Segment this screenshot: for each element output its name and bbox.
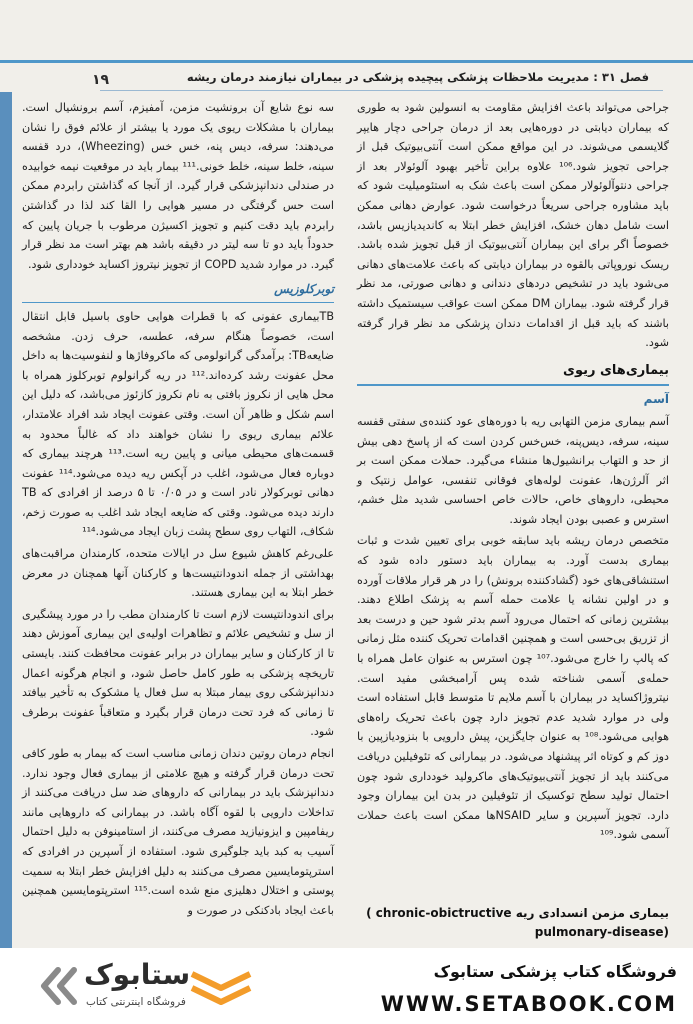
- tb-title: توبرکلوزیس: [274, 282, 334, 297]
- asthma-paragraph-2: متخصص درمان ریشه باید سابقه خوبی برای تعیین شدت و ثبات بیماری بدست آورد. به بیماران باید دستور داده شود که استنشاقی‌های خود (گشادکننده برونش) را در هر قرار ملاقات آورده و در اولین نشانه یا علامت حمله آسم به پزشک اطلاع دهند. بیشترین زمانی که احتمال می‌رود آسم بدتر شود حین و درست بعد از تزریق بی‌حسی است و همچنین اقدامات تحریک کننده مثل زمانی که پالپ را خارج می‌شود.¹⁰⁷ چون استرس به عنوان عامل همراه با حمله‌ی آسمی شناخته شده پس آرامبخشی مفید است. نیتروژاکساید در بیماران با آسم ملایم تا متوسط قابل استفاده است ولی در موارد شدید عدم تجویز دارد چون باعث تحریک راه‌های هوایی می‌شود.¹⁰⁸ به عنوان جایگزین، پیش دارویی با بنزودیازپین با دوز کم و کوتاه اثر پیشنهاد می‌شود. در بیمارانی که تئوفیلین دریافت می‌کنند باید از تجویز آنتی‌بیوتیک‌های ماکرولید خودداری شود چون احتمال تولید سطح توکسیک از تئوفیلین در بدن این بیماران وجود دارد. تجویز آسپرین و سایر NSAIDها ممکن است باعث حملات آسمی شود.¹⁰⁹: [357, 534, 669, 842]
- section-title-pulmonary: بیماری‌های ریوی: [563, 362, 669, 378]
- diabetes-paragraph: جراحی می‌تواند باعث افزایش مقاومت به انسولین شود به طوری که بیماران دیابتی در دوره‌هایی بعد از درمان جراحی دچار هایپر گلایسمی می‌شوند. در این مواقع ممکن است آنتی‌بیوتیک قبل از جراحی تجویز شود.¹⁰⁶ علاوه براین تأخیر بهبود آلوئولار بعد از جراحی دنتوآلوئولار ممکن است باعث شک به استئومیلیت شود که باید مشاوره جراحی سریعاً درخواست شود. عوارض دهانی ممکن است شامل دهان خشک، افزایش خطر ابتلا به کاندیدیازیس باشد، خصوصاً اگر برای این بیماران آنتی‌بیوتیک از قبل تجویز شده باشد. ریسک نوروپاتی بالقوه در بیماران دیابتی که باعث علامت‌های دهانی می‌شود باید در تشخیص دردهای دندانی و دهانی صورتی، مد نظر قرار گرفته شود. بیماران DM ممکن است عواقب سیستمیک داشته باشند که باید قبل از اقدامات دندان پزشکی مد نظر قرار گرفته شود.: [357, 101, 669, 350]
- copd-heading: [357, 904, 669, 942]
- right-column: [357, 98, 669, 847]
- store-logo[interactable]: [26, 958, 266, 1016]
- chevron-logo-icon: [36, 964, 80, 1008]
- tb-rule: [22, 302, 334, 303]
- left-column: [22, 98, 334, 922]
- tb-paragraph-3: برای اندودانتیست لازم است تا کارمندان مطب را در مورد پیشگیری از سل و تشخیص علائم و تظاهرات اولیه‌ی این بیماری آموزش دهند تا از کارکنان و سایر بیماران در برابر عفونت محافظت کنند. بایستی تاریخچه پزشکی به طور کامل حاصل شود، و انجام هرگونه اعمال دندانپزشکی روی بیمار مبتلا به سل فعال یا مشکوک به تأخیر بیافتد تا زمانی که فرد تحت درمان قرار بگیرد و متعاقباً عفونت برطرف شود.: [22, 607, 334, 739]
- section-rule: [357, 384, 669, 386]
- page-header: [0, 60, 693, 94]
- page-edge-bar: [0, 92, 12, 948]
- tb-paragraph-1: TBبیماری عفونی که با قطرات هوایی حاوی باسیل قابل انتقال است، خصوصاً هنگام سرفه، عطسه، حرف زدن. مشخصه ضایعهTB: برآمدگی گرانولومی که ماکروفاژها و لنفوسیت‌ها به داخل محل عفونت رشد کرده‌اند.¹¹² در ریه گرانولوم توبرکلوز همراه با محل هایی از نکروز بافتی به نام نکروز کازئوز می‌باشد، که دلیل این اسم شکل و ظاهر آن است. وقتی عفونت ایجاد شد افراد علامتدار، علائم بیماری ریوی را نشان خواهند داد که غالباً محدود به قسمت‌های محیطی میانی و پایین ریه است.¹¹³ هرچند بیماری که دوباره فعال می‌شود، اغلب در آپکس ریه دیده می‌شود.¹¹⁴ عفونت دهانی توبرکولار نادر است و در ۰/۰۵ تا ۵ درصد از افرادی که TB دارند دیده می‌شود. وقتی که ضایعه ایجاد شد اغلب به صورت زخم، شکاف، التهاب روی سطح پشت زبان ایجاد می‌شود.¹¹⁴: [22, 309, 334, 539]
- header-accent-bar: [0, 60, 693, 63]
- store-website-link[interactable]: WWW.SETABOOK.COM: [380, 992, 677, 1016]
- copd-title-fa: بیماری مزمن انسدادی ریه: [515, 906, 669, 920]
- chapter-title: فصل ۳۱ : مدیریت ملاحظات پزشکی پیچیده پزشکی در بیماران نیازمند درمان ریشه: [186, 70, 649, 84]
- logo-brand: ستابوک: [84, 958, 191, 991]
- logo-tagline: فروشگاه اینترنتی کتاب: [86, 996, 186, 1008]
- page-number: ۱۹: [92, 72, 110, 88]
- store-footer: [0, 948, 693, 1024]
- store-name: فروشگاه کتاب پزشکی ستابوک: [433, 962, 677, 981]
- asthma-paragraph-1: آسم بیماری مزمن التهابی ریه با دوره‌های عود کننده‌ی سفتی قفسه سینه، سرفه، دیس‌پنه، خس‌خس کردن است که از پاسخ دهی بیش از حد و التهاب برانشیول‌ها منشاء می‌گیرد. حملات ممکن است بر اثر آلرژن‌ها، عفونت لوله‌های فوقانی تنفسی، عوامل زنتیک و محیطی، داروهای خاص، حالات خاص احساسی شدید مثل خشم، استرس و عصبی بودن ایجاد شوند.: [357, 414, 669, 526]
- tb-paragraph-4: انجام درمان روتین دندان زمانی مناسب است که بیمار به طور کافی تحت درمان قرار گرفته و هیچ علامتی از بیماری فعال وجود ندارد. دندانپزشک باید در بیمارانی که داروهای ضد سل دریافت می‌کنند از تداخلات دارویی با لقوه آگاه باشد. در بیمارانی که داروهایی مانند ریفامپین و ایزونیازید مصرف می‌کنند، از استامینوفن به دلیل احتمال آسیب به کبد باید جلوگیری شود. استفاده از آسپرین در افرادی که استرپتومایسین مصرف می‌کنند به دلیل افزایش خطر ابتلا به سمیت پوستی و اختلال دهلیزی منع شده است.¹¹⁵ استرپتومایسین همچنین باعث ایجاد بادکنکی در صورت و: [22, 747, 334, 917]
- tb-paragraph-2: علی‌رغم کاهش شیوع سل در ایالات متحده، کارمندان مراقبت‌های بهداشتی از جمله اندودانتیست‌ها و کارکنان آنها همچنان در معرض خطر ابتلا به این بیماری هستند.: [22, 547, 334, 600]
- asthma-title: آسم: [643, 392, 669, 407]
- book-chevron-icon: [186, 966, 256, 1010]
- copd-title-en: ( chronic-obictructive pulmonary-disease): [366, 906, 669, 939]
- copd-paragraph: سه نوع شایع آن برونشیت مزمن، آمفیزم، آسم برونشیال است. بیماران با مشکلات ریوی یک مورد یا بیشتر از علائم فوق را نشان می‌دهند: سرفه، دیس پنه، خس خس (Wheezing)، درد قفسه سینه، خلط سینه، خلط خونی.¹¹¹ بیمار باید در موقعیت نیمه خوابیده در صندلی دندانپزشکی قرار گیرد. از آنجا که گذاشتن رابردم ممکن است حس گرفتگی در مسیر هوایی را القا کند لذا در گذاشتن رابردم باید دقت کنیم و تجویز اکسیژن مرطوب با جریان پایین که حدوداً باید دو تا سه لیتر در دقیقه باشد هم بهتر است مد نظر قرار گیرد. در موارد شدید COPD از تجویز نیتروز اکساید خودداری شود.: [22, 101, 334, 271]
- header-rule: [100, 90, 663, 91]
